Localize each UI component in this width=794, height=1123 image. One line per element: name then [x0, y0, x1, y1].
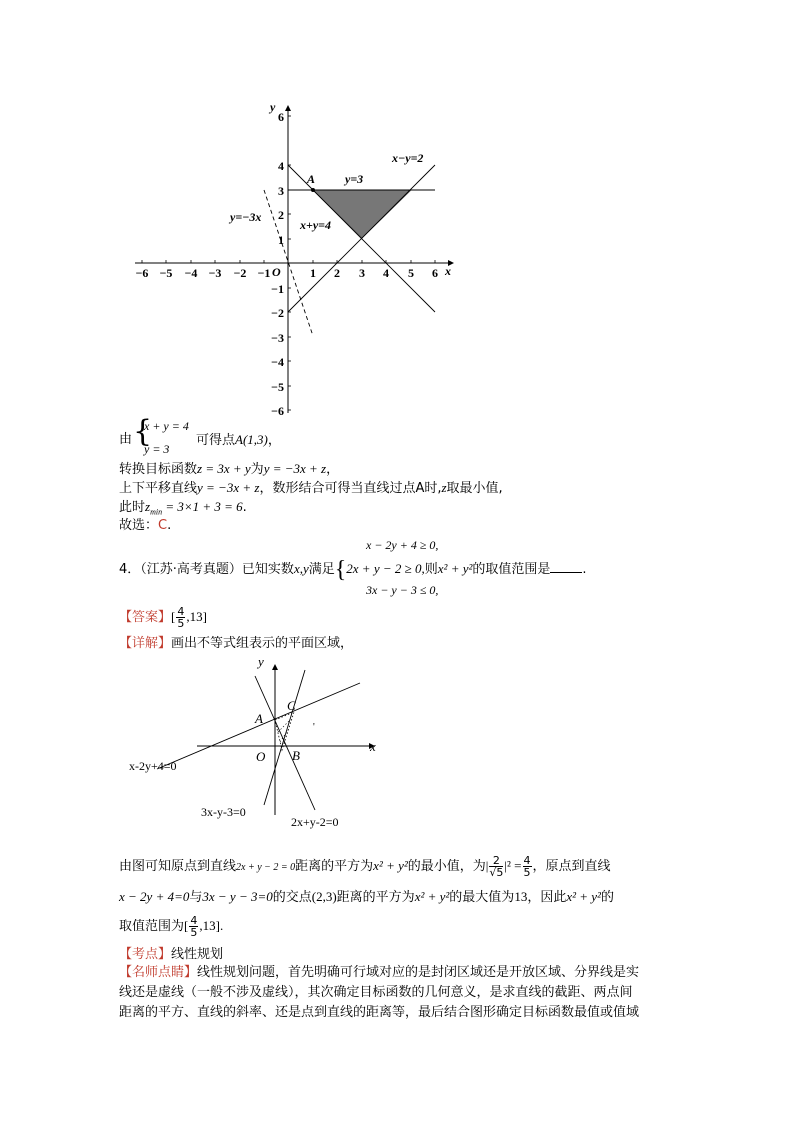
- label-3x-minus-y-minus-3: 3x-y-3=0: [201, 805, 246, 819]
- label-x-minus-y-eq-2: x−y=2: [392, 151, 424, 165]
- text: 与: [189, 890, 203, 905]
- text: 的取值范围是: [472, 562, 551, 577]
- math-inline: x² + y²: [414, 889, 450, 904]
- x-tick-label: −6: [135, 266, 149, 280]
- math-inline: z: [145, 499, 151, 514]
- answer-line: [119, 606, 207, 629]
- x-tick-label: −3: [208, 266, 222, 280]
- text: 满足: [308, 562, 335, 577]
- abs-bar: |: [485, 858, 489, 873]
- x-tick-label: 6: [432, 266, 438, 280]
- text: ，原点到直线: [532, 859, 611, 874]
- fraction-numerator: 4: [190, 914, 198, 927]
- detail-label: 【详解】: [119, 636, 172, 651]
- fraction-numerator: 4: [523, 854, 531, 867]
- coordinate-graph-2: [125, 650, 395, 835]
- point-b-label: B: [292, 748, 300, 763]
- text: ,13].: [199, 918, 224, 933]
- fraction-denominator: 5: [177, 617, 185, 630]
- y-tick-label: 2: [278, 208, 284, 222]
- x-tick-label: 1: [310, 266, 316, 280]
- problem-source: （江苏·高考真题）: [140, 562, 242, 577]
- x-axis-label: x: [445, 264, 451, 278]
- y-axis-label: y: [258, 654, 264, 669]
- point-a-label: A: [255, 711, 263, 726]
- math-inline: (2,3): [311, 889, 337, 904]
- explain-line-1: [119, 855, 611, 878]
- y-tick-label: −2: [271, 306, 284, 320]
- y-tick-label: −3: [271, 331, 284, 345]
- bracket: [: [171, 609, 176, 624]
- answer-label: 【答案】: [119, 610, 172, 625]
- text: .: [167, 518, 172, 533]
- constraint-2: 2x + y − 2 ≥ 0,: [346, 561, 425, 576]
- bracket: [: [184, 918, 189, 933]
- math-inline: y = −3x + z: [263, 461, 327, 476]
- y-tick-label: −5: [271, 380, 284, 394]
- answer-choice: C: [158, 518, 168, 533]
- text: ，数形结合可得当直线过点A时,: [259, 481, 442, 496]
- fraction: [523, 855, 532, 878]
- math-inline: 3x − y − 3=0: [202, 889, 273, 904]
- label-2x-plus-y-minus-2: 2x+y-2=0: [291, 815, 339, 829]
- text: 的最大值为: [449, 890, 515, 905]
- tip-line-3: 距离的平方、直线的斜率、还是点到直线的距离等，最后结合图形确定目标函数最值或值域: [119, 1005, 640, 1020]
- point-c-label: C: [287, 698, 296, 713]
- x-tick-label: 4: [383, 266, 389, 280]
- math-inline: z: [441, 480, 447, 495]
- kaodian-line: [119, 947, 223, 963]
- explain-line-2: [119, 889, 614, 906]
- math-inline: x − 2y + 4=0: [119, 889, 190, 904]
- fraction: [489, 855, 503, 878]
- text: 已知实数: [241, 562, 294, 577]
- tip-line-1: [119, 965, 639, 981]
- text: 的交点: [272, 890, 312, 905]
- x-tick-label: 5: [408, 266, 414, 280]
- solution-line-5: [119, 518, 171, 534]
- text: 故选：: [119, 518, 159, 533]
- math-inline: = 3×1 + 3 = 6: [162, 499, 243, 514]
- y-tick-label: −6: [271, 404, 284, 415]
- tip-label: 【名师点睛】: [119, 965, 198, 980]
- text: 取最小值,: [446, 481, 503, 496]
- text: ，: [326, 462, 340, 477]
- text: 由图可知原点到直线: [119, 859, 237, 874]
- problem-4-stem: [119, 557, 587, 583]
- x-tick-label: −5: [159, 266, 173, 280]
- text: 由: [119, 432, 133, 447]
- text: 可得点: [196, 433, 236, 448]
- math-inline: 2x + y − 2 = 0: [236, 862, 296, 873]
- line-3x-minus-y-minus-3: [264, 670, 305, 805]
- explain-line-3: [119, 915, 223, 938]
- point-a-label: A: [307, 172, 316, 186]
- math-inline: x² + y²: [437, 561, 473, 576]
- y-tick-label: 1: [278, 233, 284, 247]
- subscript: min: [150, 507, 163, 517]
- text: 线性规划: [171, 947, 224, 962]
- text: 线性规划问题，首先明确可行域对应的是封闭区域还是开放区域、分界线是实: [197, 965, 640, 980]
- solution-line-2: [119, 461, 339, 478]
- kaodian-label: 【考点】: [119, 947, 172, 962]
- text: 取值范围为: [119, 919, 185, 934]
- text: |² =: [504, 858, 522, 873]
- text: .: [242, 500, 247, 515]
- fraction-numerator: 2: [489, 855, 503, 867]
- x-tick-label: 3: [359, 266, 365, 280]
- text: 的最小值，为: [407, 859, 486, 874]
- math-inline: x² + y²: [373, 858, 408, 873]
- text: 画出不等式组表示的平面区域，: [171, 636, 354, 651]
- system-top: x + y = 4: [144, 419, 189, 433]
- solution-line-1-suffix: [196, 432, 281, 449]
- y-tick-label: 4: [278, 159, 284, 173]
- solution-line-1: [119, 432, 132, 448]
- fraction-denominator: √5: [489, 866, 504, 879]
- answer-blank: [550, 560, 582, 573]
- fraction-denominator: 5: [523, 866, 531, 879]
- text: .: [582, 562, 587, 577]
- y-tick-label: −4: [271, 355, 284, 369]
- brace-symbol: {: [334, 557, 347, 583]
- origin-label: O: [256, 749, 266, 764]
- text: 为: [250, 462, 264, 477]
- x-tick-label: −2: [233, 266, 247, 280]
- math-inline: x² + y²: [566, 889, 601, 904]
- y-tick-label: 6: [278, 110, 284, 124]
- text: ,13]: [186, 609, 207, 624]
- y-tick-label: −1: [271, 282, 284, 296]
- point-a-marker: [311, 188, 315, 192]
- label-x-minus-2y-plus-4: x-2y+4=0: [129, 759, 177, 773]
- label-x-plus-y-eq-4: x+y=4: [300, 218, 332, 232]
- constraint-1: x − 2y + 4 ≥ 0,: [366, 538, 439, 552]
- fraction: [189, 915, 198, 938]
- text: 距离的平方为: [336, 890, 415, 905]
- math-inline: 13: [514, 889, 528, 904]
- text: ，: [267, 433, 281, 448]
- math-inline: A(1,3): [235, 432, 268, 447]
- fraction-numerator: 4: [177, 605, 185, 618]
- tip-line-2: 线还是虚线（一般不涉及虚线），其次确定目标函数的几何意义，是求直线的截距、两点间: [119, 985, 633, 1000]
- text: 上下平移直线: [119, 481, 198, 496]
- x-tick-label: −1: [257, 266, 271, 280]
- coordinate-graph-1: [120, 95, 460, 415]
- origin-label: O: [272, 265, 281, 279]
- text: ，因此: [527, 890, 567, 905]
- math-inline: z = 3x + y: [197, 461, 251, 476]
- problem-number: 4．: [119, 562, 141, 577]
- label-y-eq-neg3x: y=−3x: [230, 210, 262, 224]
- fraction: [176, 606, 185, 629]
- y-axis-label: y: [270, 100, 276, 114]
- math-inline: x,y: [293, 561, 309, 576]
- y-tick-label: 3: [278, 184, 284, 198]
- solution-line-3: [119, 480, 503, 497]
- text: 的: [600, 890, 614, 905]
- math-inline: y = −3x + z: [197, 480, 260, 495]
- text: 转换目标函数: [119, 462, 198, 477]
- x-tick-label: 2: [334, 266, 340, 280]
- brace-symbol: {: [133, 414, 153, 449]
- line-2x-plus-y-minus-2: [255, 676, 315, 810]
- fraction-denominator: 5: [190, 926, 198, 939]
- constraint-3: 3x − y − 3 ≤ 0,: [366, 583, 439, 597]
- x-tick-label: −4: [184, 266, 198, 280]
- text: 此时: [119, 500, 146, 515]
- x-axis-label: x: [370, 739, 376, 754]
- stray-mark: ': [313, 722, 315, 733]
- label-y-eq-3: y=3: [345, 172, 364, 186]
- text: 距离的平方为: [295, 859, 374, 874]
- system-bottom: y = 3: [144, 442, 170, 456]
- text: 则: [424, 562, 438, 577]
